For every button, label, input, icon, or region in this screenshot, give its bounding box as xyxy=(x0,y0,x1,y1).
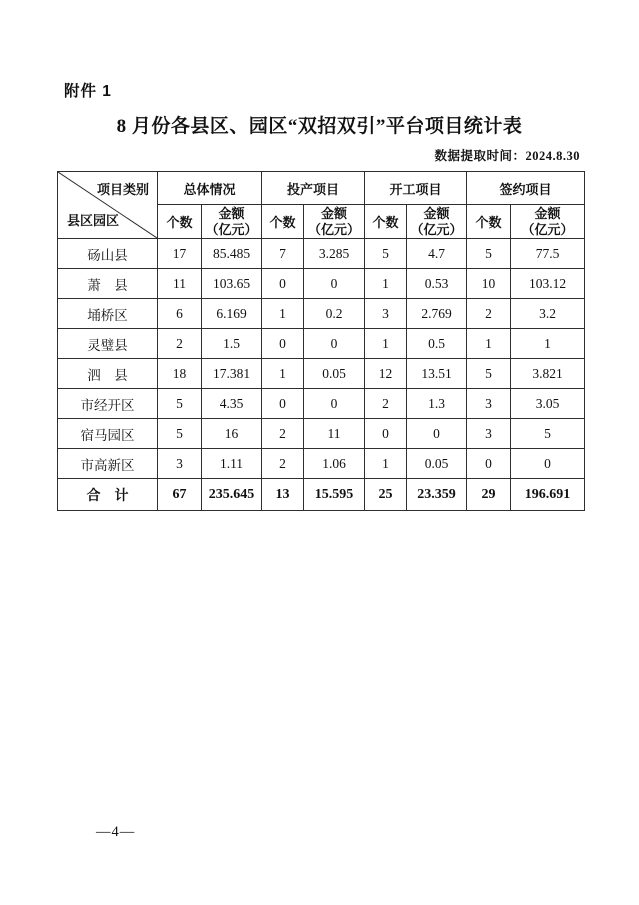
cell: 3.2 xyxy=(511,299,585,329)
table-row xyxy=(58,449,585,479)
cell: 17.381 xyxy=(202,359,262,389)
row-label: 埇桥区 xyxy=(58,299,158,329)
project-stats-table xyxy=(57,171,585,511)
cell: 10 xyxy=(467,269,511,299)
cell: 7 xyxy=(262,239,304,269)
row-label: 灵璧县 xyxy=(58,329,158,359)
subheader-amount-line2: （亿元） xyxy=(521,221,574,237)
subheader-count: 个数 xyxy=(467,205,511,239)
total-cell: 235.645 xyxy=(202,479,262,511)
cell: 11 xyxy=(158,269,202,299)
cell: 11 xyxy=(304,419,365,449)
cell: 2 xyxy=(467,299,511,329)
row-label: 市高新区 xyxy=(58,449,158,479)
table-row xyxy=(58,419,585,449)
corner-label-project-category: 项目类别 xyxy=(96,182,149,197)
cell: 0.5 xyxy=(407,329,467,359)
cell: 1 xyxy=(365,269,407,299)
data-extract-time: 数据提取时间：2024.8.30 xyxy=(434,149,580,163)
table-row xyxy=(58,269,585,299)
subheader-amount-line1: 金额 xyxy=(534,205,561,221)
cell: 3.285 xyxy=(304,239,365,269)
cell: 2.769 xyxy=(407,299,467,329)
cell: 3 xyxy=(467,419,511,449)
cell: 2 xyxy=(158,329,202,359)
total-cell: 23.359 xyxy=(407,479,467,511)
total-cell: 29 xyxy=(467,479,511,511)
cell: 0 xyxy=(304,389,365,419)
cell: 12 xyxy=(365,359,407,389)
cell: 5 xyxy=(158,419,202,449)
row-label: 泗 县 xyxy=(58,359,158,389)
group-header-overall: 总体情况 xyxy=(158,172,262,205)
cell: 0 xyxy=(407,419,467,449)
subheader-amount-line1: 金额 xyxy=(321,205,348,221)
page-number: —4— xyxy=(96,824,136,840)
row-label: 市经开区 xyxy=(58,389,158,419)
cell: 1.06 xyxy=(304,449,365,479)
cell: 5 xyxy=(511,419,585,449)
cell: 1 xyxy=(262,299,304,329)
cell: 5 xyxy=(158,389,202,419)
cell: 0.53 xyxy=(407,269,467,299)
cell: 0 xyxy=(365,419,407,449)
cell: 0.05 xyxy=(407,449,467,479)
table-row xyxy=(58,329,585,359)
total-cell: 196.691 xyxy=(511,479,585,511)
cell: 1 xyxy=(467,329,511,359)
corner-label-county-district: 县区园区 xyxy=(67,213,120,228)
cell: 3 xyxy=(467,389,511,419)
total-cell: 15.595 xyxy=(304,479,365,511)
cell: 0 xyxy=(511,449,585,479)
cell: 1 xyxy=(365,329,407,359)
subheader-amount-line2: （亿元） xyxy=(205,221,258,237)
cell: 1 xyxy=(262,359,304,389)
cell: 1.3 xyxy=(407,389,467,419)
cell: 6.169 xyxy=(202,299,262,329)
cell: 0.05 xyxy=(304,359,365,389)
cell: 5 xyxy=(467,359,511,389)
cell: 16 xyxy=(202,419,262,449)
subheader-count: 个数 xyxy=(262,205,304,239)
total-row-label: 合 计 xyxy=(58,479,158,511)
cell: 4.7 xyxy=(407,239,467,269)
table-row xyxy=(58,299,585,329)
group-header-started: 开工项目 xyxy=(365,172,467,205)
attachment-label: 附件 1 xyxy=(64,83,112,100)
cell: 103.12 xyxy=(511,269,585,299)
cell: 77.5 xyxy=(511,239,585,269)
cell: 103.65 xyxy=(202,269,262,299)
subheader-count: 个数 xyxy=(365,205,407,239)
cell: 2 xyxy=(262,449,304,479)
cell: 3.05 xyxy=(511,389,585,419)
cell: 0 xyxy=(304,269,365,299)
cell: 85.485 xyxy=(202,239,262,269)
row-label: 萧 县 xyxy=(58,269,158,299)
subheader-amount xyxy=(407,205,467,239)
cell: 2 xyxy=(262,419,304,449)
cell: 18 xyxy=(158,359,202,389)
cell: 3 xyxy=(158,449,202,479)
table-row xyxy=(58,239,585,269)
cell: 6 xyxy=(158,299,202,329)
cell: 0 xyxy=(304,329,365,359)
subheader-amount xyxy=(202,205,262,239)
cell: 0 xyxy=(262,389,304,419)
cell: 0 xyxy=(262,329,304,359)
page-title: 8 月份各县区、园区“双招双引”平台项目统计表 xyxy=(116,116,523,137)
subheader-amount-line1: 金额 xyxy=(423,205,450,221)
row-label: 砀山县 xyxy=(58,239,158,269)
table-body xyxy=(58,239,585,511)
header-row-groups xyxy=(58,172,585,205)
cell: 1.11 xyxy=(202,449,262,479)
group-header-signed: 签约项目 xyxy=(467,172,585,205)
subheader-amount-line1: 金额 xyxy=(218,205,245,221)
subheader-amount xyxy=(511,205,585,239)
cell: 0 xyxy=(262,269,304,299)
total-row xyxy=(58,479,585,511)
corner-header-cell xyxy=(58,172,158,239)
subheader-amount-line2: （亿元） xyxy=(410,221,463,237)
cell: 3 xyxy=(365,299,407,329)
total-cell: 25 xyxy=(365,479,407,511)
cell: 17 xyxy=(158,239,202,269)
group-header-production: 投产项目 xyxy=(262,172,365,205)
total-cell: 13 xyxy=(262,479,304,511)
table-header xyxy=(58,172,585,239)
cell: 4.35 xyxy=(202,389,262,419)
row-label: 宿马园区 xyxy=(58,419,158,449)
cell: 1 xyxy=(365,449,407,479)
cell: 0 xyxy=(467,449,511,479)
cell: 0.2 xyxy=(304,299,365,329)
table-row xyxy=(58,359,585,389)
cell: 2 xyxy=(365,389,407,419)
subheader-amount-line2: （亿元） xyxy=(308,221,361,237)
total-cell: 67 xyxy=(158,479,202,511)
subheader-count: 个数 xyxy=(158,205,202,239)
cell: 5 xyxy=(365,239,407,269)
cell: 1 xyxy=(511,329,585,359)
table-row xyxy=(58,389,585,419)
cell: 5 xyxy=(467,239,511,269)
cell: 13.51 xyxy=(407,359,467,389)
cell: 1.5 xyxy=(202,329,262,359)
cell: 3.821 xyxy=(511,359,585,389)
subheader-amount xyxy=(304,205,365,239)
